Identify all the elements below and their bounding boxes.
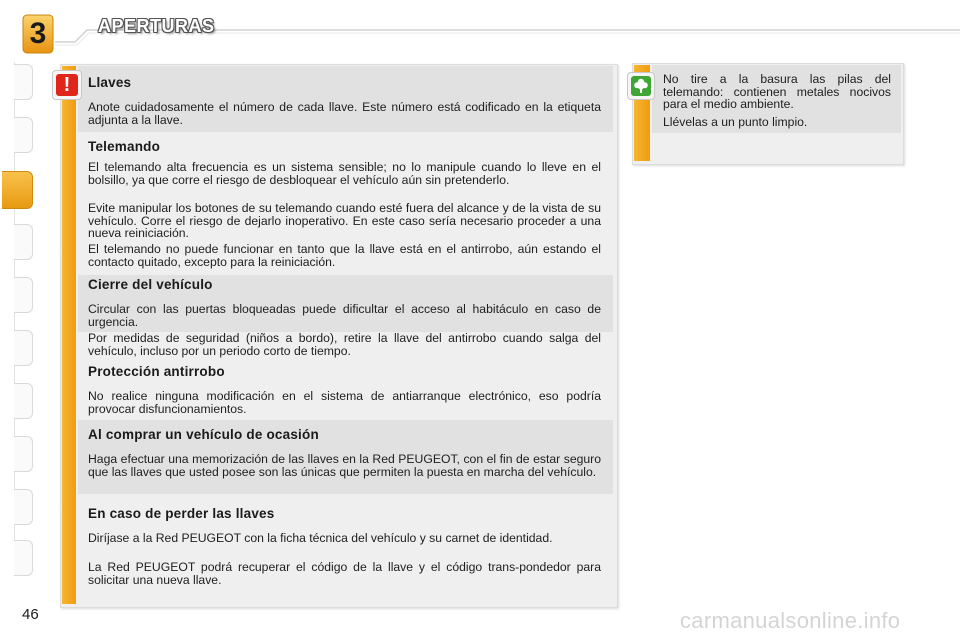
side-tab-6[interactable] (14, 330, 33, 366)
side-tab-7[interactable] (14, 383, 33, 419)
side-tab-8[interactable] (14, 436, 33, 472)
side-tab-3-active[interactable] (2, 171, 33, 209)
side-tab-5[interactable] (14, 277, 33, 313)
paragraph-antirrobo-1: No realice ninguna modificación en el sistema de antiarranque electrónico, eso podría provocar disfuncionamientos. (88, 389, 601, 416)
paragraph-ocasion-1: Haga efectuar una memorización de las llaves en la Red PEUGEOT, con el fin de estar seguro que las llaves que usted posee son las únicas que permiten la puesta en marcha del vehículo. (88, 452, 601, 479)
section-title-ocasion: Al comprar un vehículo de ocasión (88, 427, 319, 442)
section-title-perder: En caso de perder las llaves (88, 506, 275, 521)
watermark: carmanualsonline.info (680, 608, 901, 633)
paragraph-cierre-2: Por medidas de seguridad (niños a bordo), retire la llave del antirrobo cuando salga del vehículo, incluso por un periodo corto de tiempo. (88, 331, 601, 358)
eco-paragraph-2: Llévelas a un punto limpio. (663, 115, 808, 129)
side-tab-4[interactable] (14, 224, 33, 260)
eco-paragraph-1: No tire a la basura las pilas del telemando: contienen metales nocivos para el medio ambiente. (663, 72, 891, 112)
paragraph-perder-1: Diríjase a la Red PEUGEOT con la ficha técnica del vehículo y su carnet de identidad. (88, 531, 553, 545)
paragraph-cierre-1: Circular con las puertas bloqueadas puede dificultar el acceso al habitáculo en caso de urgencia. (88, 302, 601, 329)
section-title-antirrobo: Protección antirrobo (88, 364, 225, 379)
side-tab-10[interactable] (14, 540, 33, 576)
page-number: 46 (22, 606, 39, 623)
tree-icon-background (631, 76, 651, 96)
section-title-llaves: Llaves (88, 75, 132, 90)
chapter-title: APERTURAS (98, 16, 215, 36)
side-tab-2[interactable] (14, 117, 33, 153)
paragraph-telemando-1: El telemando alta frecuencia es un sistema sensible; no lo manipule cuando lo lleve en el bolsillo, ya que corre el riesgo de desbloquear el vehículo aún sin pretenderlo. (88, 160, 601, 187)
exclamation-icon (52, 70, 82, 100)
side-tab-1[interactable] (14, 64, 33, 100)
panel-accent-bar (62, 66, 76, 604)
paragraph-llaves-1: Anote cuidadosamente el número de cada llave. Este número está codificado en la etiqueta adjunta a la llave. (88, 100, 601, 127)
section-title-telemando: Telemando (88, 139, 161, 154)
chapter-number: 3 (29, 17, 47, 50)
section-title-cierre: Cierre del vehículo (88, 277, 213, 292)
paragraph-perder-2: La Red PEUGEOT podrá recuperar el código de la llave y el código trans-pondedor para solicitar una nueva llave. (88, 560, 601, 587)
side-tab-9[interactable] (14, 489, 33, 525)
paragraph-telemando-2: Evite manipular los botones de su telemando cuando esté fuera del alcance y de la vista de su vehículo. Corre el riesgo de dejarlo inoperativo. En este caso sería necesario proceder a una nueva reiniciación. (88, 201, 601, 241)
paragraph-telemando-3: El telemando no puede funcionar en tanto que la llave está en el antirrobo, aún estando el contacto quitado, excepto para la reiniciación. (88, 242, 601, 269)
exclamation-glyph: ! (56, 74, 78, 96)
tree-icon (627, 72, 655, 100)
tree-glyph-icon (631, 76, 651, 96)
